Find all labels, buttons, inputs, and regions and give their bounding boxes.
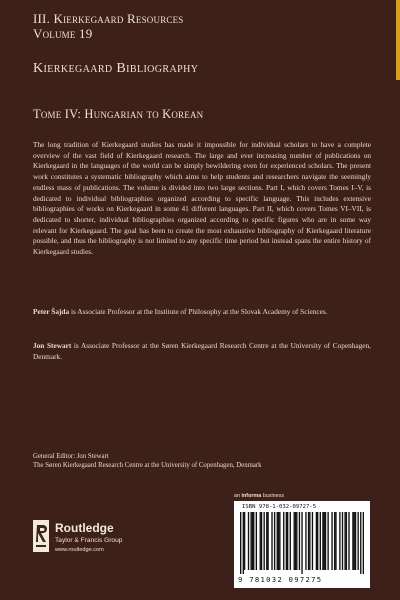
author-bio-text: is Associate Professor at the Søren Kierkegaard Research Centre at the University of Copenhagen, Denmark.	[33, 341, 371, 361]
publisher-block	[33, 518, 153, 568]
barcode-bar	[342, 512, 343, 570]
barcode-bar	[279, 512, 280, 570]
barcode-bar	[287, 512, 288, 570]
barcode-digits: 9 781032 097275	[238, 575, 323, 584]
imprint-brand: informa	[241, 493, 262, 499]
barcode-bar	[274, 512, 275, 570]
barcode-bar	[301, 512, 302, 574]
barcode-bar	[363, 512, 364, 574]
publisher-group: Taylor & Francis Group	[55, 537, 123, 544]
barcode-bar	[322, 512, 323, 570]
isbn-label: ISBN 978-1-032-09727-5	[242, 504, 317, 510]
series-info	[33, 11, 184, 41]
publisher-name: Routledge	[55, 521, 114, 535]
barcode-bar	[278, 512, 279, 570]
barcode-bar	[290, 512, 291, 570]
series-volume: Volume 19	[33, 26, 93, 41]
barcode-bar	[355, 512, 356, 570]
general-editor-affiliation: The Søren Kierkegaard Research Centre at the University of Copenhagen, Denmark	[33, 462, 262, 469]
spine-accent-edge	[396, 0, 400, 80]
barcode-bar	[267, 512, 268, 570]
author-bio-sajda	[33, 307, 371, 318]
book-title: Kierkegaard Bibliography	[33, 61, 199, 76]
author-name: Jon Stewart	[33, 341, 72, 350]
barcode-bar	[331, 512, 332, 570]
barcode-bar	[277, 512, 278, 570]
barcode-bar	[243, 512, 244, 574]
barcode-bar	[354, 512, 355, 570]
author-name: Peter Šajda	[33, 307, 70, 316]
tome-title: Tome IV: Hungarian to Korean	[33, 107, 204, 121]
barcode-bar	[308, 512, 309, 570]
informa-imprint	[234, 493, 284, 499]
barcode-bar	[248, 512, 249, 570]
barcode-bar	[295, 512, 296, 570]
barcode-bar	[339, 512, 340, 570]
barcode-bar	[261, 512, 262, 570]
barcode-panel	[234, 501, 370, 588]
barcode-bar	[309, 512, 310, 570]
barcode-bar	[252, 512, 253, 570]
barcode-bar	[360, 512, 361, 574]
barcode-bar	[317, 512, 318, 570]
publisher-url: www.routledge.com	[55, 547, 104, 553]
barcode-bar	[286, 512, 287, 570]
barcode-icon	[240, 512, 364, 574]
imprint-suffix: business	[261, 493, 285, 499]
barcode-bar	[260, 512, 261, 570]
barcode-bar	[316, 512, 317, 570]
barcode-bar	[250, 512, 251, 570]
barcode-bar	[346, 512, 347, 570]
description-paragraph: The long tradition of Kierkegaard studies has made it impossible for individual scholars to have a complete overview of the vast field of Kierkegaard research. The large and ever increasing number of publications on Kierkegaard in the languages of the world can be simply bewildering even for experienced scholars. The present work constitutes a systematic bibliography which aims to help students and researchers navigate the seemingly endless mass of publications. The volume is divided into two large sections. Part I, which covers Tomes I–V, is dedicated to individual bibliographies organized according to specific language. This includes extensive bibliographies of works on Kierkegaard in some 41 different languages. Part II, which covers Tomes VI–VII, is dedicated to shorter, individual bibliographies organized according to specific figures who are in some way relevant for Kierkegaard. The goal has been to create the most exhaustive bibliography of Kierkegaard literature possible, and thus the bibliography is not limited to any specific time period but instead spans the entire history of Kierkegaard studies.	[33, 140, 371, 257]
author-bio-text: is Associate Professor at the Institute of Philosophy at the Slovak Academy of Sciences.	[69, 307, 328, 316]
series-name: III. Kierkegaard Resources	[33, 11, 184, 26]
barcode-bar	[263, 512, 264, 570]
barcode-bar	[271, 512, 272, 570]
barcode-bar	[294, 512, 295, 570]
barcode-bar	[296, 512, 297, 570]
author-bio-stewart	[33, 341, 371, 362]
barcode-bar	[335, 512, 336, 570]
barcode-bar	[324, 512, 325, 570]
general-editor-block	[33, 452, 373, 470]
barcode-bar	[320, 512, 321, 570]
barcode-bar	[348, 512, 349, 570]
barcode-bar	[305, 512, 306, 570]
barcode-bar	[334, 512, 335, 570]
barcode-bar	[299, 512, 300, 570]
barcode-bar	[283, 512, 284, 570]
imprint-prefix: an	[234, 493, 242, 499]
barcode-bar	[253, 512, 254, 570]
barcode-bar	[312, 512, 313, 570]
barcode-bar	[352, 512, 353, 570]
general-editor-name: General Editor: Jon Stewart	[33, 453, 109, 460]
barcode-bar	[256, 512, 257, 570]
barcode-bar	[327, 512, 328, 570]
routledge-logo-icon	[33, 520, 49, 552]
barcode-bar	[357, 512, 358, 570]
barcode-bar	[344, 512, 345, 570]
barcode-bar	[244, 512, 245, 570]
barcode-bar	[266, 512, 267, 570]
barcode-bar	[240, 512, 241, 574]
barcode-bar	[325, 512, 326, 570]
